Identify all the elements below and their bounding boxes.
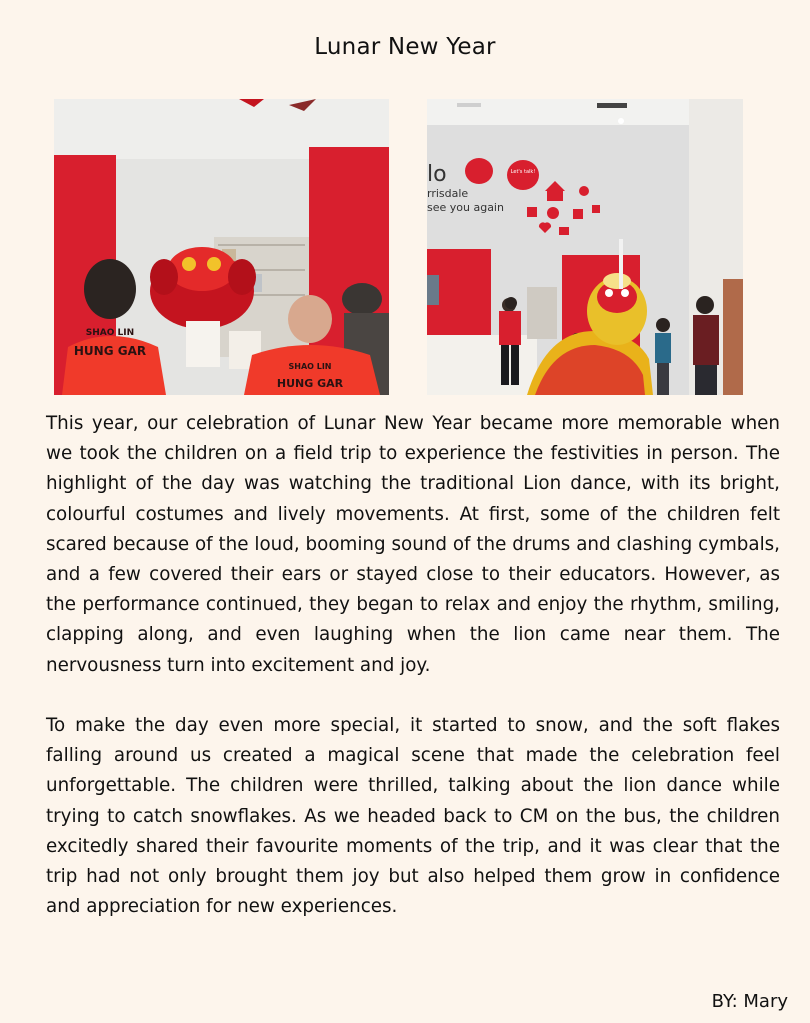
lion-dance-photo-right <box>427 99 743 395</box>
article-body <box>46 409 780 922</box>
shirt-text-4: HUNG GAR <box>276 377 344 390</box>
shirt-text-1: SHAO LIN <box>85 328 135 338</box>
wall-text-3: see you again <box>427 201 504 214</box>
paragraph-2: To make the day even more special, it started to snow, and the soft flakes falling around us created a magical scene that made the celebration feel unforgettable. The children were thrilled, talking about the lion dance while trying to catch snowflakes. As we headed back to CM on the bus, the children excitedly shared their favourite moments of the trip, and it was clear that the trip had not only brought them joy but also helped them grow in confidence and appreciation for new experiences. <box>46 715 780 918</box>
shirt-text-3: SHAO LIN <box>288 362 332 371</box>
wall-text-1: lo <box>427 162 447 187</box>
paragraph-1: This year, our celebration of Lunar New Year became more memorable when we took the children on a field trip to experience the festivities in person. The highlight of the day was watching the traditional Lion dance, with its bright, colourful costumes and lively movements. At first, some of the children felt scared because of the loud, booming sound of the drums and clashing cymbals, and a few covered their ears or stayed close to their educators. However, as the performance continued, they began to relax and enjoy the rhythm, smiling, clapping along, and even laughing when the lion came near them. The nervousness turn into excitement and joy. <box>46 413 780 676</box>
lion-dance-photo-left <box>54 99 389 395</box>
author-byline: BY: Mary <box>711 991 788 1012</box>
wall-text-2: rrisdale <box>427 187 469 200</box>
page-title: Lunar New Year <box>314 34 496 60</box>
speech-bubble-text: Let's talk! <box>510 169 536 175</box>
shirt-text-2: HUNG GAR <box>73 344 147 358</box>
